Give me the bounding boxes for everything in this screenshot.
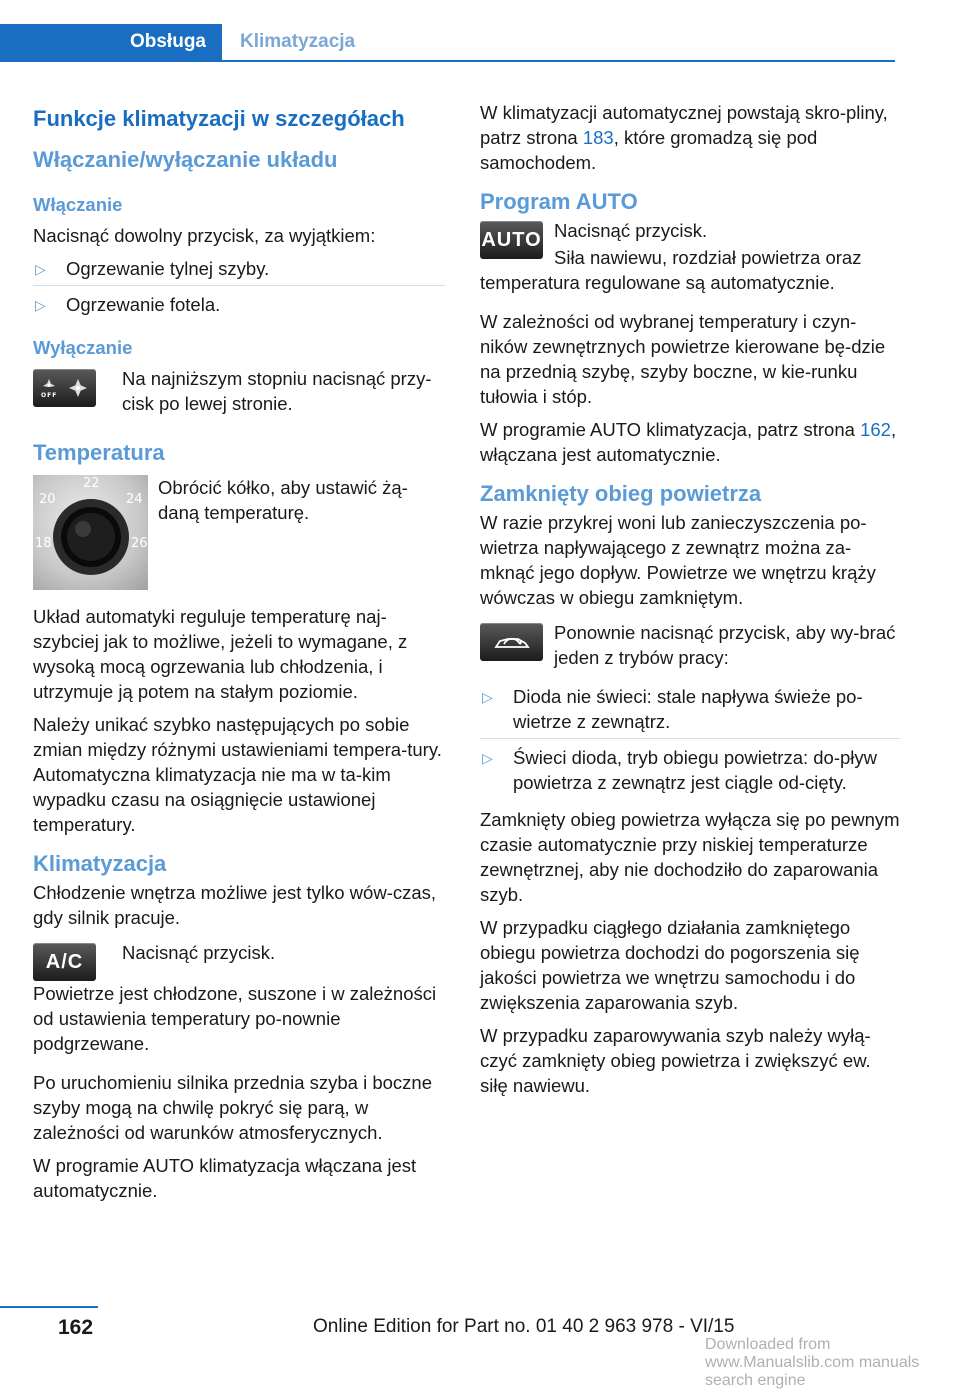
heading-on: Włączanie	[33, 194, 123, 215]
heading-auto: Program AUTO	[480, 189, 638, 214]
recirc-p3: W przypadku ciągłego działania zamkniętego obiegu powietrza dochodzi do pogorszenia się jakości powietrza we wnętrzu samochodu i do zwiększenia zaparowania szyb.	[480, 917, 860, 1013]
triangle-bullet-icon: ▷	[482, 750, 493, 766]
auto-p3: W programie AUTO klimatyzacja, patrz strona 162, włączana jest automatycznie.	[480, 419, 897, 465]
header-divider	[0, 60, 895, 62]
right-column	[480, 100, 900, 1106]
heading-off: Wyłączanie	[33, 337, 133, 358]
list-item: ▷ Ogrzewanie fotela.	[33, 292, 445, 321]
left-column	[33, 100, 445, 1211]
recirc-modes-list	[480, 684, 900, 799]
recirc-text: Ponownie nacisnąć przycisk, aby wy‐brać jeden z trybów pracy:	[554, 622, 896, 668]
heading-ac: Klimatyzacja	[33, 851, 167, 876]
watermark: Downloaded from www.Manualslib.com manuals search engine	[705, 1336, 920, 1389]
heading-recirculation: Zamknięty obieg powietrza	[480, 481, 762, 506]
recirc-p4: W przypadku zaparowywania szyb należy wyłą‐czyć zamknięty obieg powietrza i zwiększyć ew. siłę nawiewu.	[480, 1025, 871, 1096]
car-recirculation-icon	[492, 631, 532, 653]
svg-text:20: 20	[39, 492, 56, 507]
triangle-bullet-icon: ▷	[35, 261, 46, 277]
auto-button-image: AUTO	[480, 221, 543, 259]
ac-text1: Nacisnąć przycisk.	[122, 942, 276, 963]
list-item: ▷ Ogrzewanie tylnej szyby.	[33, 256, 445, 286]
temperature-block	[33, 475, 445, 590]
svg-text:22: 22	[83, 476, 100, 491]
ac-text2: Powietrze jest chłodzone, suszone i w zależności od ustawienia temperatury po‐nownie podgrzewane.	[33, 983, 437, 1054]
ac-block	[33, 940, 445, 981]
svg-text:18: 18	[35, 536, 52, 551]
footer-divider	[0, 1306, 98, 1308]
off-block	[33, 366, 445, 416]
svg-text:OFF: OFF	[41, 392, 57, 398]
page-ref-183[interactable]: 183	[582, 127, 614, 148]
svg-text:24: 24	[126, 492, 143, 507]
recirc-button-image	[480, 623, 543, 661]
page-ref-162[interactable]: 162	[860, 419, 891, 440]
edition-note: Online Edition for Part no. 01 40 2 963 978 - VI/15	[313, 1316, 735, 1337]
ac-p3: W programie AUTO klimatyzacja włączana jest automatycznie.	[33, 1155, 417, 1201]
recirc-p2: Zamknięty obieg powietrza wyłącza się po pewnym czasie automatycznie przy niskiej temperaturze zewnętrznej, aby nie dochodziło do zaparowania szyb.	[480, 809, 900, 905]
on-text: Nacisnąć dowolny przycisk, za wyjątkiem:	[33, 225, 376, 246]
recirc-block	[480, 620, 900, 670]
header-bar	[0, 24, 895, 62]
fan-small-icon	[41, 378, 57, 398]
triangle-bullet-icon: ▷	[482, 689, 493, 705]
ac-button-image: A/C	[33, 943, 96, 981]
temperature-dial-image	[33, 475, 148, 590]
temperature-p1: Układ automatyki reguluje temperaturę naj‐szybciej jak to możliwe, jeżeli to wymagane, z wysoką mocą ogrzewania lub chłodzenia, i utrzymuje ją potem na stałym poziomie.	[33, 606, 408, 702]
temperature-text: Obrócić kółko, aby ustawić żą‐daną temperaturę.	[158, 477, 408, 523]
tab-klimatyzacja[interactable]: Klimatyzacja	[240, 31, 356, 52]
auto-p2: W zależności od wybranej temperatury i czyn‐ników zewnętrznych powietrze kierowane bę‐dzie na przednią szybę, szyby boczne, w kie‐runku tułowia i stóp.	[480, 311, 886, 407]
list-item: ▷ Świeci dioda, tryb obiegu powietrza: do‐pływ powietrza z zewnątrz jest ciągle od‐cięty.	[482, 747, 878, 793]
off-text: Na najniższym stopniu nacisnąć przy‐cisk po lewej stronie.	[122, 368, 432, 414]
ac-p1: Chłodzenie wnętrza możliwe jest tylko wów‐czas, gdy silnik pracuje.	[33, 882, 437, 928]
off-button-image	[33, 369, 96, 407]
on-exceptions-list	[33, 256, 445, 321]
section-title: Funkcje klimatyzacji w szczegółach	[33, 106, 405, 131]
recirc-p1: W razie przykrej woni lub zanieczyszczenia po‐wietrza napływającego z zewnątrz można za‐mknąć jego dopływ. Powietrze we wnętrzu krąży wówczas w obiegu zamkniętym.	[480, 512, 876, 608]
triangle-bullet-icon: ▷	[35, 297, 46, 313]
fan-large-icon	[68, 378, 88, 398]
temperature-p2: Należy unikać szybko następujących po sobie zmian między różnymi ustawieniami tempera‐tury. Automatyczna klimatyzacja nie ma w ta‐kim wypadku czasu na osiągnięcie ustawionej temperatury.	[33, 714, 442, 835]
svg-text:26: 26	[131, 536, 148, 551]
condensate-p: W klimatyzacji automatycznej powstają skro‐pliny, patrz strona 183, które gromadzą się pod samochodem.	[480, 102, 888, 173]
list-item: ▷ Dioda nie świeci: stale napływa świeże po‐wietrze z zewnątrz.	[480, 684, 900, 739]
page-number: 162	[58, 1316, 94, 1339]
ac-p2: Po uruchomieniu silnika przednia szyba i boczne szyby mogą na chwilę pokryć się parą, w zależności od warunków atmosferycznych.	[33, 1072, 432, 1143]
auto-text1: Nacisnąć przycisk.	[554, 220, 708, 241]
subsection-title: Włączanie/wyłączanie układu	[33, 147, 338, 172]
heading-temperature: Temperatura	[33, 440, 165, 465]
auto-text2: Siła nawiewu, rozdział powietrza oraz temperatura regulowane są automatycznie.	[480, 247, 862, 293]
tab-obsluga[interactable]: Obsługa	[0, 24, 222, 60]
